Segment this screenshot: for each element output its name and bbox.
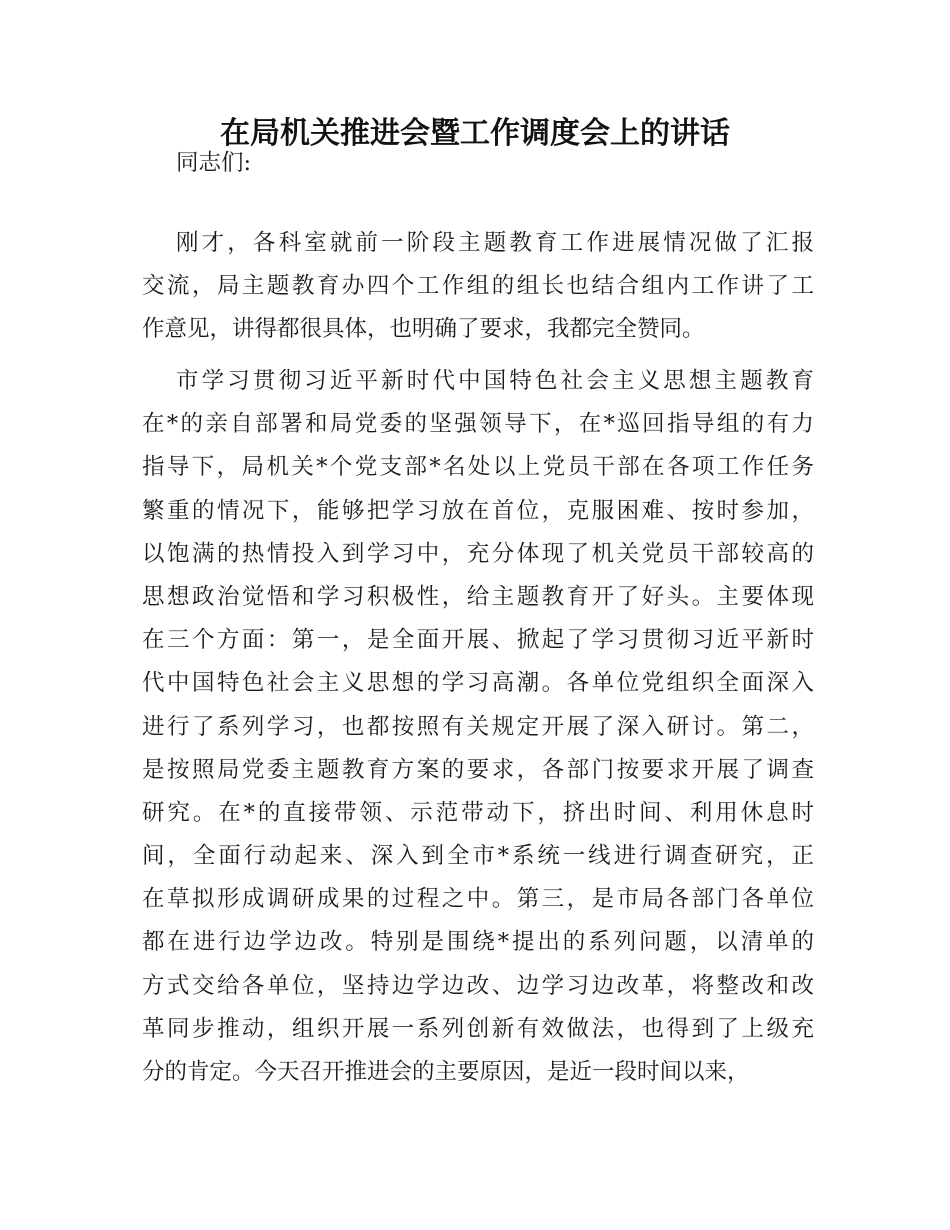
salutation-text: 同志们: [176,150,252,176]
paragraph-1 [142,222,814,352]
paragraph-line: 刚才，各科室就前一阶段主题教育工作进展情况做了汇报 [176,230,814,256]
paragraph-line: 在草拟形成调研成果的过程之中。第三，是市局各部门各单位 [142,886,814,913]
paragraph-line: 交流，局主题教育办四个工作组的组长也结合组内工作讲了工 [142,273,814,300]
paragraph-line: 思想政治觉悟和学习积极性，给主题教育开了好头。主要体现 [142,583,814,610]
page-title: 在局机关推进会暨工作调度会上的讲话 [220,116,730,151]
paragraph-line: 革同步推动，组织开展一系列创新有效做法，也得到了上级充 [142,1015,814,1042]
paragraph-line: 进行了系列学习，也都按照有关规定开展了深入研讨。第二， [142,713,814,740]
paragraph-line: 都在进行边学边改。特别是围绕*提出的系列问题，以清单的 [142,929,814,956]
paragraph-line: 指导下，局机关*个党支部*名处以上党员干部在各项工作任务 [142,454,814,481]
paragraph-line: 方式交给各单位，坚持边学边改、边学习边改革，将整改和改 [142,972,814,999]
paragraph-line: 繁重的情况下，能够把学习放在首位，克服困难、按时参加， [142,497,814,524]
paragraph-line: 间，全面行动起来、深入到全市*系统一线进行调查研究，正 [142,843,814,870]
paragraph-line: 市学习贯彻习近平新时代中国特色社会主义思想主题教育 [176,368,814,394]
paragraph-line: 分的肯定。今天召开推进会的主要原因，是近一段时间以来， [142,1059,750,1085]
salutation [142,142,814,185]
paragraph-line: 是按照局党委主题教育方案的要求，各部门按要求开展了调查 [142,756,814,783]
paragraph-2 [142,360,814,1094]
paragraph-line: 研究。在*的直接带领、示范带动下，挤出时间、利用休息时 [142,799,814,826]
paragraph-line: 代中国特色社会主义思想的学习高潮。各单位党组织全面深入 [142,670,814,697]
paragraph-line: 以饱满的热情投入到学习中，充分体现了机关党员干部较高的 [142,540,814,567]
paragraph-line: 在三个方面：第一，是全面开展、掀起了学习贯彻习近平新时 [142,627,814,654]
paragraph-line: 作意见，讲得都很具体，也明确了要求，我都完全赞同。 [142,316,705,343]
paragraph-line: 在*的亲自部署和局党委的坚强领导下，在*巡回指导组的有力 [142,411,814,438]
